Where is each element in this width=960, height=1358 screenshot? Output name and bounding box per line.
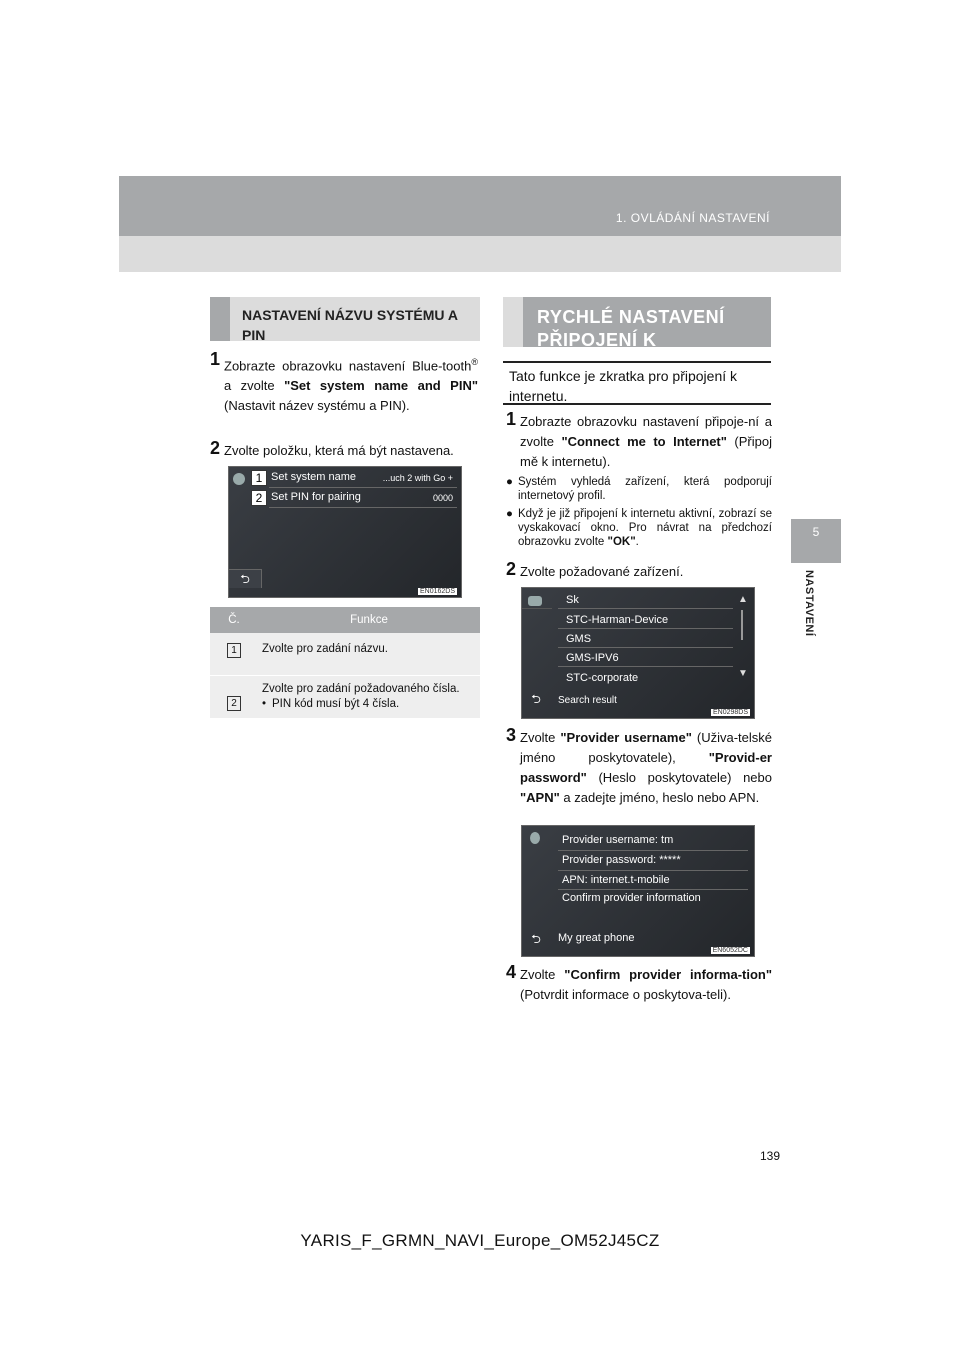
list-item[interactable]: STC-Harman-Device: [566, 614, 669, 626]
list-item[interactable]: Sk: [566, 594, 579, 606]
chapter-tab: 5: [791, 519, 841, 563]
step-2-right: 2 Zvolte požadované zařízení.: [506, 559, 684, 579]
list-item[interactable]: Confirm provider information: [562, 892, 701, 904]
page-number: 139: [760, 1149, 781, 1163]
divider: [269, 507, 457, 508]
bullet-item: ● Systém vyhledá zařízení, která podporují internetový profil.: [506, 476, 772, 502]
step-1-left: 1 Zobrazte obrazovku nastavení Blue-tooth® a zvolte "Set system name and PIN" (Nastavit název systému a PIN).: [210, 349, 478, 414]
settings-icon: [528, 596, 542, 606]
table-row: 2 Zvolte pro zadání požadovaného čísla. • PIN kód musí být 4 čísla.: [210, 676, 480, 719]
list-item[interactable]: GMS-IPV6: [566, 652, 619, 664]
callout-1: 1: [251, 470, 267, 486]
function-table: [210, 607, 480, 719]
figure-code: EN0298DS: [712, 709, 748, 716]
list-item[interactable]: STC-corporate: [566, 672, 639, 684]
row-number: 2: [227, 696, 241, 711]
header-subband: [119, 236, 841, 272]
scroll-up-icon[interactable]: ▲: [738, 594, 748, 605]
back-icon[interactable]: ⮌: [229, 569, 262, 588]
step-2-left: 2 Zvolte položku, která má být nastavena.: [210, 438, 454, 458]
row-text: Zvolte pro zadání názvu.: [258, 633, 480, 676]
step-1-right: 1 Zobrazte obrazovku nastavení připoje-ní a zvolte "Connect me to Internet" (Připoj mě k internetu).: [506, 409, 772, 469]
list-item[interactable]: GMS: [566, 633, 592, 645]
row-text: Zvolte pro zadání požadovaného čísla.: [262, 683, 460, 695]
table-header-number: Č.: [210, 607, 258, 633]
scrollbar[interactable]: [741, 610, 743, 640]
section-heading-internet: RYCHLÉ NASTAVENÍ PŘIPOJENÍ K INTERNETU: [503, 297, 771, 347]
back-icon[interactable]: ⮌: [531, 932, 541, 946]
screenshot-provider: [521, 825, 755, 957]
screen-title: My great phone: [558, 932, 635, 944]
step-4-right: 4 Zvolte "Confirm provider informa-tion" (Potvrdit informace o poskytova-teli).: [506, 962, 773, 1002]
figure-code: EN0162DS: [419, 588, 455, 595]
bullet-item: ● Když je již připojení k internetu aktivní, zobrazí se vyskakovací okno. Pro návrat na předchozí obrazovku zvolte "OK".: [506, 508, 772, 548]
step-3-right: 3 Zvolte "Provider username" (Uživa-telské jméno poskytovatele), "Provid-er password" (Heslo poskytovatele) nebo "APN" a zadejte jméno, heslo nebo APN.: [506, 725, 772, 805]
section-heading-pin: NASTAVENÍ NÁZVU SYSTÉMU A PIN: [210, 297, 480, 341]
header-band: [119, 176, 841, 236]
note-box: Tato funkce je zkratka pro připojení k internetu.: [503, 361, 771, 405]
row-pin-value: 0000: [432, 493, 453, 503]
figure-code: EN6052DC: [712, 947, 748, 954]
row-set-pin[interactable]: Set PIN for pairing: [271, 491, 361, 503]
bluetooth-icon: [233, 473, 245, 485]
row-set-system-name[interactable]: Set system name: [271, 471, 356, 483]
row-system-name-value: ...uch 2 with Go +: [382, 473, 453, 483]
callout-2: 2: [251, 490, 267, 506]
list-item[interactable]: Provider password: *****: [562, 854, 681, 866]
bluetooth-icon: [530, 832, 540, 844]
side-label: NASTAVENÍ: [803, 570, 815, 637]
chapter-title: 1. OVLÁDÁNÍ NASTAVENÍ: [615, 211, 770, 225]
screenshot-system-name: [228, 466, 462, 598]
back-icon[interactable]: ⮌: [531, 692, 541, 706]
table-header-function: Funkce: [258, 607, 480, 633]
scroll-down-icon[interactable]: ▼: [738, 668, 748, 679]
screen-title: Search result: [558, 695, 617, 706]
row-number: 1: [227, 643, 241, 658]
table-row: [210, 633, 480, 676]
document-footer: YARIS_F_GRMN_NAVI_Europe_OM52J45CZ: [300, 1231, 660, 1250]
list-item[interactable]: APN: internet.t-mobile: [562, 874, 670, 886]
row-bullet: PIN kód musí být 4 čísla.: [272, 698, 400, 710]
screenshot-search-result: [521, 587, 755, 719]
divider: [269, 487, 457, 488]
list-item[interactable]: Provider username: tm: [562, 834, 674, 846]
